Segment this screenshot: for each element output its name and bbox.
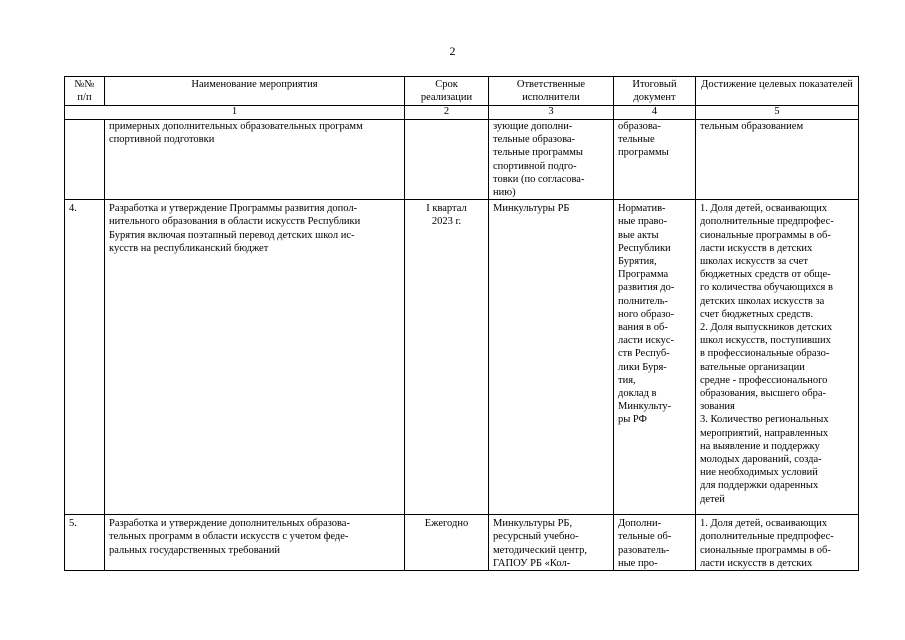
- column-number: 2: [405, 106, 489, 120]
- header-cell-executors: Ответственные исполнители: [489, 77, 614, 106]
- cell-text-line: разователь-: [618, 544, 670, 556]
- cell-text-line: вания в об-: [618, 322, 668, 334]
- cell-text-line: ры РФ: [618, 414, 647, 426]
- cell-text-line: для поддержки одаренных: [700, 480, 819, 492]
- cell-document: [614, 120, 696, 200]
- cell-text-line: 1. Доля детей, осваивающих: [700, 203, 828, 215]
- cell-text-line: зования: [700, 401, 735, 413]
- cell-text-line: вые акты: [618, 229, 659, 241]
- cell-text-line: спортивной подготовки: [109, 134, 215, 146]
- cell-name: [105, 515, 405, 571]
- page-number: 2: [449, 44, 456, 58]
- cell-result: [696, 120, 859, 200]
- cell-text-line: го количества обучающихся в: [700, 282, 833, 294]
- table-row: [65, 515, 859, 571]
- cell-text-line: на выявление и поддержку: [700, 440, 820, 452]
- cell-text-line: тия,: [618, 374, 636, 386]
- cell-text-line: лики Буря-: [618, 361, 667, 373]
- cell-text-line: бюджетных средств от обще-: [700, 269, 831, 281]
- header-cell-document: Итоговый документ: [614, 77, 696, 106]
- table-row: [65, 200, 859, 515]
- header-cell-term: Срок реализации: [405, 77, 489, 106]
- header-row: [65, 77, 859, 106]
- cell-text-line: Минкульту-: [618, 401, 672, 413]
- cell-text-line: примерных дополнительных образовательных программ: [109, 121, 363, 132]
- cell-text-line: I квартал: [426, 203, 467, 215]
- cell-num: 4.: [65, 200, 105, 515]
- cell-text-line: Дополни-: [618, 518, 662, 530]
- cell-executors: [489, 200, 614, 515]
- cell-text-line: ГАПОУ РБ «Кол-: [493, 557, 571, 569]
- cell-text-line: образова-: [618, 121, 661, 132]
- cell-text-line: нию): [493, 187, 516, 199]
- cell-text-line: сиональные программы в об-: [700, 544, 831, 556]
- column-number: 1: [65, 106, 405, 120]
- cell-text-line: Ежегодно: [424, 518, 469, 530]
- cell-result: [696, 200, 859, 515]
- cell-term: [405, 200, 489, 515]
- cell-text-line: детских школах искусств за: [700, 295, 825, 307]
- column-number: 5: [696, 106, 859, 120]
- cell-text-line: Разработка и утверждение Программы развития допол-: [109, 203, 358, 215]
- cell-text-line: школах искусств за счет: [700, 256, 808, 268]
- cell-executors: [489, 120, 614, 200]
- cell-text-line: ные про-: [618, 557, 658, 569]
- cell-text-line: программы: [618, 147, 669, 159]
- cell-document: [614, 200, 696, 515]
- cell-name: [105, 120, 405, 200]
- cell-text-line: Бурятия,: [618, 256, 657, 268]
- cell-text-line: тельным образованием: [700, 121, 804, 132]
- cell-name: [105, 200, 405, 515]
- cell-text-line: ральных государственных требований: [109, 544, 281, 556]
- cell-num: [65, 120, 105, 200]
- cell-text-line: вательные организации: [700, 361, 805, 373]
- cell-text-line: образования, высшего обра-: [700, 388, 826, 400]
- cell-text-line: Разработка и утверждение дополнительных образова-: [109, 518, 350, 530]
- cell-text-line: 2. Доля выпускников детских: [700, 322, 833, 334]
- cell-text-line: спортивной подго-: [493, 160, 577, 172]
- cell-text-line: Норматив-: [618, 203, 666, 215]
- cell-text-line: Программа: [618, 269, 669, 281]
- column-number: 3: [489, 106, 614, 120]
- table-row: [65, 120, 859, 200]
- cell-num: 5.: [65, 515, 105, 571]
- cell-text-line: 2023 г.: [431, 216, 462, 228]
- cell-text-line: средне - профессионального: [700, 374, 828, 386]
- cell-text-line: тельные образова-: [493, 134, 576, 146]
- cell-text-line: ние необходимых условий: [700, 467, 818, 479]
- header-cell-result: Достижение целевых показателей: [696, 77, 859, 106]
- cell-text-line: 1. Доля детей, осваивающих: [700, 518, 828, 530]
- cell-text-line: ного образо-: [618, 308, 675, 320]
- cell-text-line: Минкультуры РБ,: [493, 518, 573, 530]
- cell-text-line: тельные об-: [618, 531, 672, 543]
- header-cell-num: №№ п/п: [65, 77, 105, 106]
- cell-term: [405, 515, 489, 571]
- cell-text-line: Минкультуры РБ: [493, 203, 570, 215]
- cell-text-line: молодых дарований, созда-: [700, 454, 822, 466]
- cell-text-line: зующие дополни-: [493, 121, 573, 132]
- cell-result: [696, 515, 859, 571]
- cell-text-line: нительного образования в области искусств Республики: [109, 216, 361, 228]
- cell-text-line: тельные: [618, 134, 655, 146]
- cell-document: [614, 515, 696, 571]
- cell-text-line: полнитель-: [618, 295, 668, 307]
- cell-text-line: товки (по согласова-: [493, 173, 585, 185]
- cell-text-line: дополнительные предпрофес-: [700, 216, 834, 228]
- cell-text-line: Республики: [618, 242, 671, 254]
- cell-text-line: ные право-: [618, 216, 668, 228]
- cell-text-line: кусств на республиканский бюджет: [109, 242, 269, 254]
- cell-text-line: ресурсный учебно-: [493, 531, 579, 543]
- cell-text-line: мероприятий, направленных: [700, 427, 829, 439]
- cell-text-line: Бурятия включая поэтапный перевод детских школ ис-: [109, 229, 355, 241]
- cell-text-line: счет бюджетных средств.: [700, 308, 814, 320]
- column-number: 4: [614, 106, 696, 120]
- cell-text-line: ласти искусств в детских: [700, 557, 813, 569]
- cell-term: [405, 120, 489, 200]
- cell-text-line: тельных программ в области искусств с учетом феде-: [109, 531, 349, 543]
- header-cell-name: Наименование мероприятия: [105, 77, 405, 106]
- cell-executors: [489, 515, 614, 571]
- cell-text-line: ласти искусств в детских: [700, 242, 813, 254]
- cell-text-line: дополнительные предпрофес-: [700, 531, 834, 543]
- cell-text-line: развития до-: [618, 282, 675, 294]
- cell-text-line: ств Респуб-: [618, 348, 670, 360]
- cell-text-line: детей: [700, 493, 725, 505]
- cell-text-line: школ искусств, поступивших: [700, 335, 831, 347]
- cell-text-line: сиональные программы в об-: [700, 229, 831, 241]
- measures-table: [64, 76, 859, 571]
- cell-text-line: доклад в: [618, 388, 657, 400]
- cell-text-line: ласти искус-: [618, 335, 675, 347]
- cell-text-line: методический центр,: [493, 544, 587, 556]
- cell-text-line: тельные программы: [493, 147, 583, 159]
- column-number-row: [65, 106, 859, 120]
- cell-text-line: 3. Количество региональных: [700, 414, 829, 426]
- cell-text-line: в профессиональные образо-: [700, 348, 830, 360]
